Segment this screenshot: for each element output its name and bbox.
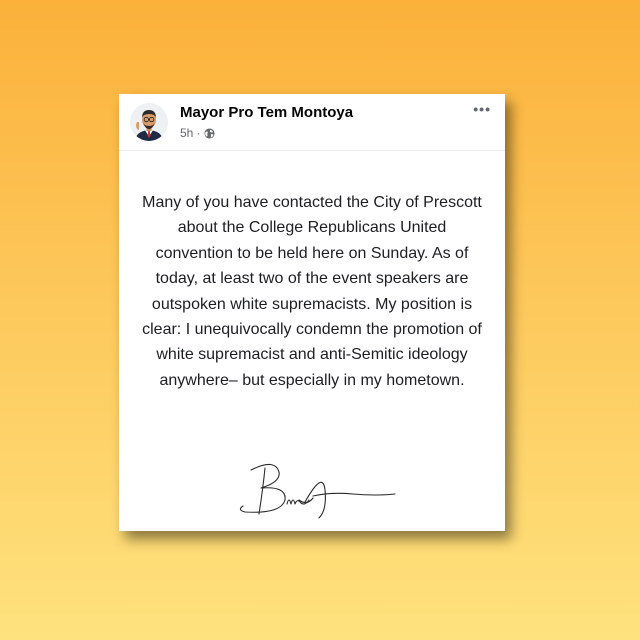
globe-icon[interactable] [204,128,215,139]
post-header [119,94,505,151]
author-name[interactable]: Mayor Pro Tem Montoya [180,104,354,121]
meta-separator: · [196,126,201,140]
avatar[interactable] [130,103,168,141]
more-options-icon[interactable]: ••• [473,101,491,117]
avatar-illustration-icon [130,103,168,141]
signature-image [235,460,405,522]
post-time[interactable]: 5h [180,126,194,140]
post-meta [180,126,215,140]
post-card [119,94,505,531]
post-body: Many of you have contacted the City of Prescott about the College Republicans United convention to be held here on Sunday. As of today, at least two of the event speakers are outspoken white supremacists. My position is clear: I unequivocally condemn the promotion of white supremacist and anti-Semitic ideology anywhere– but especially in my hometown. [142,194,482,389]
